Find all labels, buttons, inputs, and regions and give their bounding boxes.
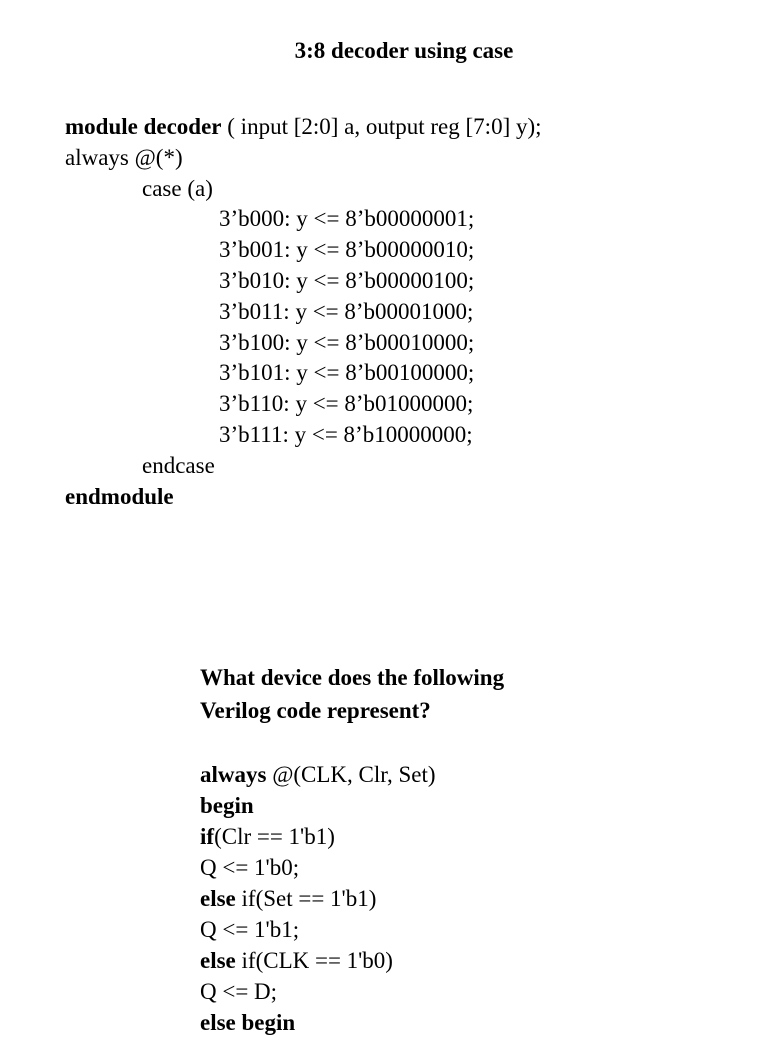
- question-heading-line-2: Verilog code represent?: [200, 697, 431, 723]
- spacer: [200, 727, 740, 759]
- code-text: Q <= 1'b0;: [200, 855, 300, 880]
- keyword: if: [200, 824, 215, 849]
- question-code-line: [200, 790, 740, 821]
- case-line: case (a): [142, 175, 213, 201]
- always-line: always @(*): [65, 144, 183, 170]
- module-ports: ( input [2:0] a, output reg [7:0] y);: [221, 114, 542, 139]
- case-item: 3’b000: y <= 8’b00000001;: [219, 206, 475, 232]
- code-text: @(CLK, Clr, Set): [266, 762, 436, 787]
- keyword: else: [200, 886, 236, 911]
- code-text: if(Set == 1'b1): [235, 886, 377, 911]
- question-code-line: [200, 821, 740, 852]
- case-item: 3’b101: y <= 8’b00100000;: [219, 360, 475, 386]
- keyword: else: [200, 948, 236, 973]
- keyword: always: [200, 762, 267, 787]
- question-code-line: [200, 852, 740, 883]
- question-code-line: [200, 883, 740, 914]
- keyword: begin: [200, 793, 254, 818]
- endcase-line: endcase: [142, 452, 215, 478]
- code-text: if(CLK == 1'b0): [235, 948, 393, 973]
- case-item: 3’b001: y <= 8’b00000010;: [219, 237, 475, 263]
- question-code-line: [200, 1007, 740, 1038]
- code-text: (Clr == 1'b1): [214, 824, 335, 849]
- question-code-line: [200, 945, 740, 976]
- question-heading-line-1: What device does the following: [200, 665, 505, 690]
- code-text: Q <= 1'b1;: [200, 917, 300, 942]
- case-item: 3’b011: y <= 8’b00001000;: [219, 298, 474, 324]
- question-code-line: [200, 976, 740, 1007]
- question-code-line: [200, 759, 740, 790]
- keyword: else begin: [200, 1010, 296, 1035]
- case-item: 3’b110: y <= 8’b01000000;: [219, 391, 474, 417]
- module-keyword: module decoder: [65, 114, 222, 139]
- case-item: 3’b100: y <= 8’b00010000;: [219, 329, 475, 355]
- page-title: 3:8 decoder using case: [294, 38, 514, 63]
- case-item: 3’b010: y <= 8’b00000100;: [219, 267, 475, 293]
- decoder-code-block: [65, 112, 755, 512]
- endmodule-line: endmodule: [65, 483, 174, 509]
- code-text: Q <= D;: [200, 979, 278, 1004]
- question-code-line: [200, 914, 740, 945]
- case-item: 3’b111: y <= 8’b10000000;: [219, 421, 473, 447]
- question-block: [200, 662, 740, 1038]
- module-declaration-line: [65, 112, 755, 143]
